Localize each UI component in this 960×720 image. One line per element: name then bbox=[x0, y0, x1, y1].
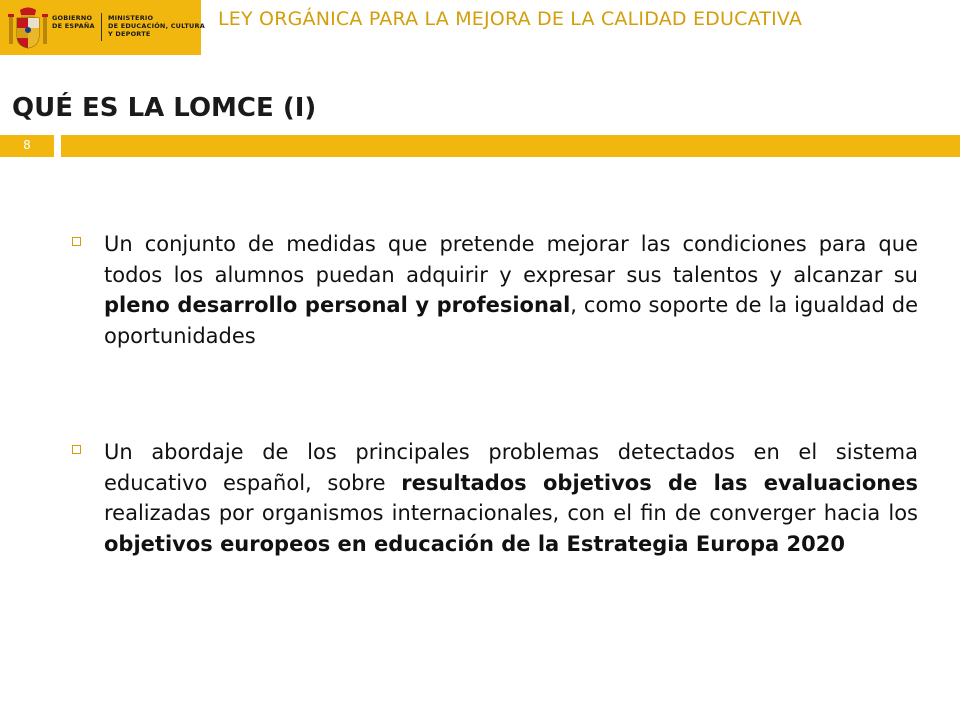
page-number-badge: 8 bbox=[0, 135, 54, 157]
coat-of-arms-icon bbox=[8, 6, 48, 50]
government-logo bbox=[0, 0, 205, 55]
logo-divider bbox=[101, 13, 102, 41]
bullet-segment-bold: resultados objetivos de las evaluaciones bbox=[401, 470, 918, 495]
bullet-segment-bold: pleno desarrollo personal y profesional bbox=[104, 293, 571, 318]
bullet-segment: , como soporte de la igualdad de oportunidades bbox=[104, 293, 918, 348]
slide-title: QUÉ ES LA LOMCE (I) bbox=[12, 93, 317, 123]
bullet-segment: realizadas por organismos internacionales, con el fin de converger hacia los bbox=[104, 501, 918, 526]
bullet-item bbox=[70, 437, 918, 559]
ministry-label: MINISTERIO DE EDUCACIÓN, CULTURA Y DEPORTE bbox=[108, 14, 205, 38]
accent-bar bbox=[61, 135, 960, 157]
square-bullet-icon bbox=[70, 229, 104, 351]
bullet-text bbox=[104, 437, 918, 559]
header-title: LEY ORGÁNICA PARA LA MEJORA DE LA CALIDAD EDUCATIVA bbox=[218, 8, 803, 30]
bullet-text bbox=[104, 229, 918, 351]
bullet-item bbox=[70, 229, 918, 351]
government-label: GOBIERNO DE ESPAÑA bbox=[52, 14, 95, 30]
bullet-segment: Un conjunto de medidas que pretende mejorar las condiciones para que todos los alumnos puedan adquirir y expresar sus talentos y alcanzar su bbox=[104, 232, 918, 287]
bullet-segment: Un abordaje de los principales problemas detectados en el sistema educativo español, sobre bbox=[104, 440, 918, 495]
bullet-segment-bold: objetivos europeos en educación de la Estrategia Europa 2020 bbox=[104, 531, 845, 556]
square-bullet-icon bbox=[70, 437, 104, 559]
